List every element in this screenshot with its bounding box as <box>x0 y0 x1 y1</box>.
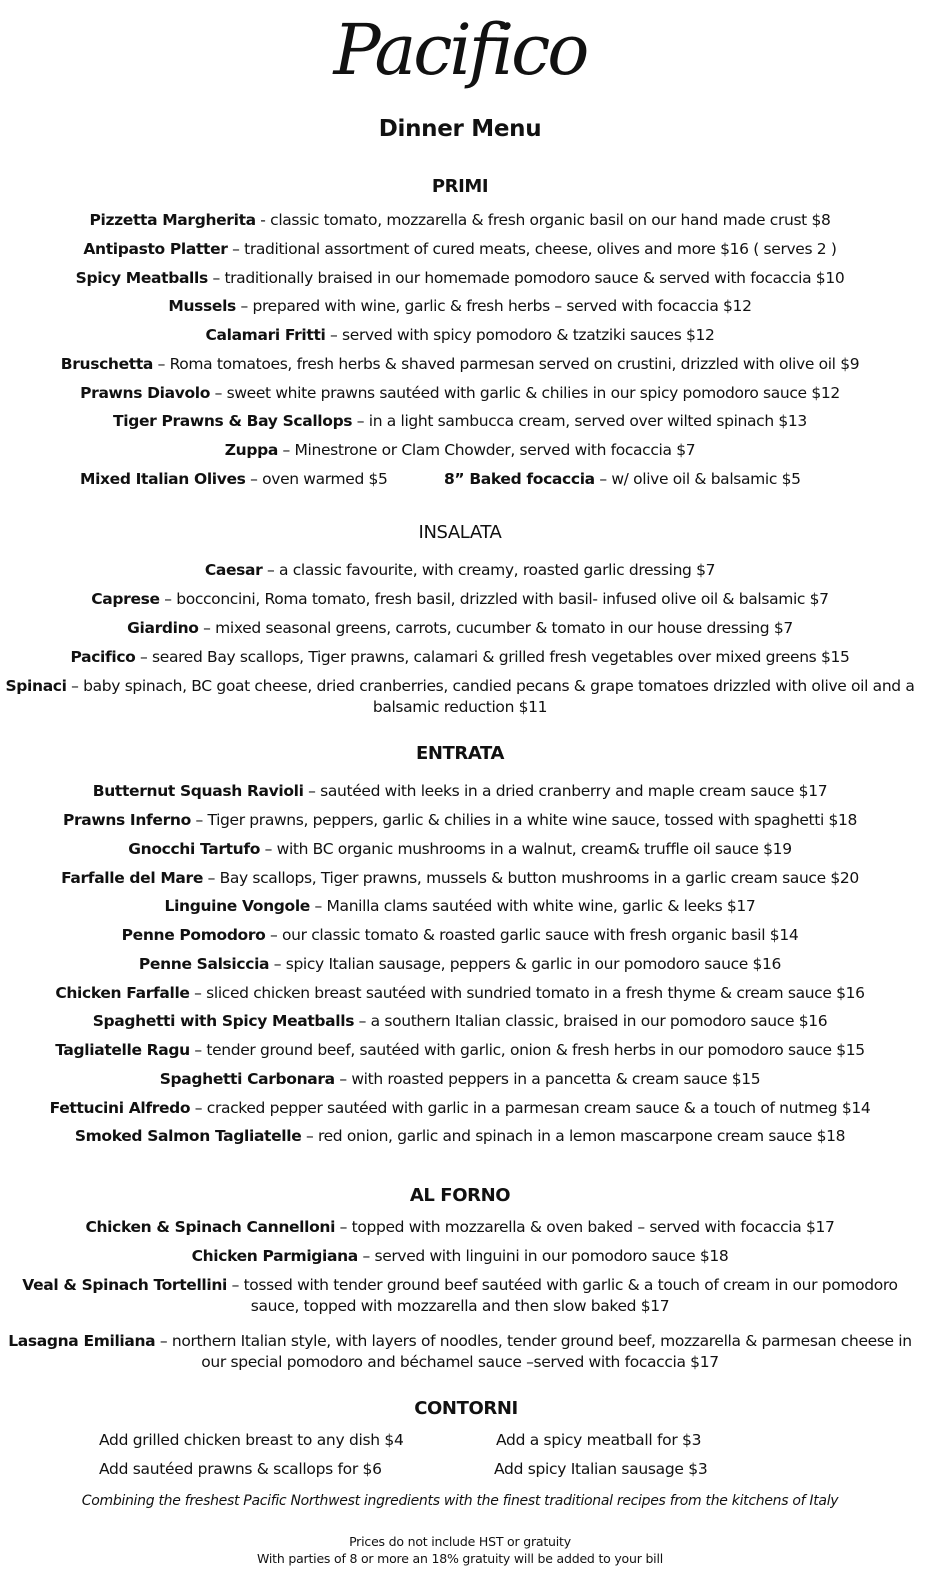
menu-item <box>0 210 920 231</box>
menu-item <box>0 589 920 610</box>
menu-item <box>0 839 920 860</box>
menu-item <box>0 1040 920 1061</box>
item-sep: – <box>301 1127 318 1145</box>
item-desc: with roasted peppers in a pancetta & cream sauce $15 <box>351 1070 761 1088</box>
menu-item <box>0 1275 920 1317</box>
item-name: Smoked Salmon Tagliatelle <box>74 1127 302 1145</box>
menu-item <box>0 411 920 432</box>
item-desc: Bay scallops, Tiger prawns, mussels & button mushrooms in a garlic cream sauce $20 <box>219 869 859 887</box>
item-desc: a southern Italian classic, braised in our pomodoro sauce $16 <box>370 1012 828 1030</box>
item-name: Spaghetti with Spicy Meatballs <box>92 1012 355 1030</box>
menu-item <box>0 1069 920 1090</box>
item-sep: – <box>245 470 263 488</box>
item-sep: – <box>203 869 220 887</box>
item-name: Calamari Fritti <box>205 326 326 344</box>
item-sep: – <box>277 441 295 459</box>
item-desc: in a light sambucca cream, served over wilted spinach $13 <box>368 412 807 430</box>
item-name: Antipasto Platter <box>83 240 228 258</box>
footer-note: Prices do not include HST or gratuity <box>349 1534 571 1549</box>
item-name: Zuppa <box>224 441 278 459</box>
menu-item <box>80 469 388 490</box>
item-name: Farfalle del Mare <box>61 869 203 887</box>
item-sep: – <box>260 840 277 858</box>
item-sep: – <box>303 782 321 800</box>
logo-text: Pacifico <box>333 9 587 91</box>
item-desc: traditionally braised in our homemade pomodoro sauce & served with focaccia $10 <box>224 269 845 287</box>
menu-item <box>0 810 920 831</box>
addon-item: Add sautéed prawns & scallops for $6 <box>99 1460 382 1478</box>
item-name: Prawns Inferno <box>62 811 191 829</box>
menu-item <box>0 781 920 802</box>
item-name: Pizzetta Margherita <box>89 211 256 229</box>
item-desc: w/ olive oil & balsamic $5 <box>611 470 801 488</box>
menu-item <box>0 1126 920 1147</box>
section-title-insalata: INSALATA <box>418 522 502 543</box>
item-sep: – <box>189 1041 207 1059</box>
item-desc: with BC organic mushrooms in a walnut, cream& truffle oil sauce $19 <box>276 840 792 858</box>
item-name: Fettucini Alfredo <box>49 1099 191 1117</box>
item-name: Bruschetta <box>60 355 153 373</box>
menu-item <box>0 383 920 404</box>
menu-item <box>0 647 920 668</box>
menu-item <box>0 325 920 346</box>
item-sep: – <box>189 984 207 1002</box>
item-name: Prawns Diavolo <box>80 384 211 402</box>
item-desc: cracked pepper sautéed with garlic in a parmesan cream sauce & a touch of nutmeg $14 <box>206 1099 871 1117</box>
item-name: Caesar <box>204 561 263 579</box>
item-desc: seared Bay scallops, Tiger prawns, calamari & grilled fresh vegetables over mixed greens $15 <box>152 648 850 666</box>
item-name: Gnocchi Tartufo <box>128 840 261 858</box>
footer-note: With parties of 8 or more an 18% gratuity will be added to your bill <box>256 1551 663 1566</box>
item-desc: served with spicy pomodoro & tzatziki sauces $12 <box>342 326 715 344</box>
item-desc: traditional assortment of cured meats, cheese, olives and more $16 ( serves 2 ) <box>244 240 837 258</box>
item-desc: Tiger prawns, peppers, garlic & chilies in a white wine sauce, tossed with spaghetti $18 <box>207 811 858 829</box>
item-name: Spaghetti Carbonara <box>159 1070 335 1088</box>
item-sep: – <box>153 355 170 373</box>
menu-item <box>0 1098 920 1119</box>
item-sep: – <box>155 1332 172 1350</box>
item-desc: tossed with tender ground beef sautéed with garlic & a touch of cream in our pomodoro sauce, topped with mozzarella and then slow baked $17 <box>243 1276 898 1315</box>
item-name: Tiger Prawns & Bay Scallops <box>113 412 353 430</box>
item-sep: – <box>262 561 279 579</box>
section-title-entrata: ENTRATA <box>415 743 505 764</box>
item-desc: sautéed with leeks in a dried cranberry and maple cream sauce $17 <box>320 782 828 800</box>
menu-item <box>0 440 920 461</box>
menu-item <box>444 469 801 490</box>
menu-item <box>0 1331 920 1373</box>
item-sep: – <box>135 648 153 666</box>
item-name: Chicken & Spinach Cannelloni <box>85 1218 336 1236</box>
item-name: Mixed Italian Olives <box>80 470 246 488</box>
menu-item <box>0 896 920 917</box>
item-sep: – <box>325 326 343 344</box>
item-desc: tender ground beef, sautéed with garlic, onion & fresh herbs in our pomodoro sauce $15 <box>206 1041 865 1059</box>
item-desc: red onion, garlic and spinach in a lemon mascarpone cream sauce $18 <box>317 1127 846 1145</box>
item-desc: sliced chicken breast sautéed with sundried tomato in a fresh thyme & cream sauce $16 <box>206 984 865 1002</box>
menu-item <box>0 925 920 946</box>
item-desc: served with linguini in our pomodoro sauce $18 <box>374 1247 729 1265</box>
section-title-al-forno: AL FORNO <box>409 1185 511 1206</box>
item-sep: – <box>227 1276 244 1294</box>
menu-item <box>0 296 920 317</box>
item-sep: – <box>334 1070 352 1088</box>
menu-item <box>0 1217 920 1238</box>
item-name: Tagliatelle Ragu <box>55 1041 190 1059</box>
item-sep: – <box>269 955 286 973</box>
menu-item <box>0 560 920 581</box>
item-sep: – <box>594 470 612 488</box>
item-name: Spinaci <box>5 677 67 695</box>
item-sep: – <box>309 897 327 915</box>
item-name: Pacifico <box>70 648 136 666</box>
item-name: Lasagna Emiliana <box>8 1332 156 1350</box>
section-title-primi: PRIMI <box>431 176 489 197</box>
menu-item <box>0 618 920 639</box>
item-sep: – <box>198 619 216 637</box>
menu-item <box>0 239 920 260</box>
pacifico-logo <box>333 2 587 104</box>
item-sep: – <box>159 590 177 608</box>
item-sep: – <box>335 1218 352 1236</box>
item-desc: northern Italian style, with layers of noodles, tender ground beef, mozzarella & parmesan cheese in our special pomodoro and béchamel sauce –served with focaccia $17 <box>171 1332 912 1371</box>
item-desc: our classic tomato & roasted garlic sauce with fresh organic basil $14 <box>282 926 799 944</box>
item-desc: sweet white prawns sautéed with garlic & chilies in our spicy pomodoro sauce $12 <box>226 384 840 402</box>
item-name: Mussels <box>168 297 236 315</box>
item-name: Giardino <box>127 619 199 637</box>
addon-item: Add grilled chicken breast to any dish $4 <box>99 1431 404 1449</box>
addon-item: Add a spicy meatball for $3 <box>496 1431 702 1449</box>
menu-item <box>0 354 920 375</box>
item-desc: spicy Italian sausage, peppers & garlic in our pomodoro sauce $16 <box>285 955 782 973</box>
menu-item <box>0 676 920 718</box>
item-desc: Roma tomatoes, fresh herbs & shaved parmesan served on crustini, drizzled with olive oil $9 <box>169 355 860 373</box>
menu-title: Dinner Menu <box>378 116 542 142</box>
item-desc: Minestrone or Clam Chowder, served with focaccia $7 <box>294 441 696 459</box>
addon-item: Add spicy Italian sausage $3 <box>494 1460 708 1478</box>
item-name: Chicken Farfalle <box>55 984 190 1002</box>
item-desc: baby spinach, BC goat cheese, dried cranberries, candied pecans & grape tomatoes drizzled with olive oil and a balsamic reduction $11 <box>83 677 915 716</box>
item-name: Penne Pomodoro <box>121 926 266 944</box>
item-name: Veal & Spinach Tortellini <box>22 1276 227 1294</box>
item-desc: classic tomato, mozzarella & fresh organic basil on our hand made crust $8 <box>270 211 831 229</box>
item-name: Linguine Vongole <box>164 897 310 915</box>
section-title-contorni: CONTORNI <box>414 1398 518 1419</box>
menu-item <box>0 1246 920 1267</box>
item-sep: – <box>265 926 283 944</box>
item-sep: – <box>190 811 208 829</box>
item-sep: – <box>354 1012 371 1030</box>
menu-item <box>0 954 920 975</box>
item-sep: – <box>66 677 84 695</box>
item-sep: – <box>227 240 245 258</box>
item-desc: prepared with wine, garlic & fresh herbs – served with focaccia $12 <box>252 297 752 315</box>
menu-item <box>0 268 920 289</box>
item-desc: bocconcini, Roma tomato, fresh basil, drizzled with basil- infused olive oil & balsamic $7 <box>176 590 829 608</box>
item-sep: – <box>352 412 369 430</box>
item-sep: – <box>207 269 225 287</box>
item-desc: topped with mozzarella & oven baked – served with focaccia $17 <box>351 1218 835 1236</box>
item-name: Caprese <box>91 590 160 608</box>
menu-item <box>0 868 920 889</box>
item-name: Butternut Squash Ravioli <box>92 782 304 800</box>
item-desc: oven warmed $5 <box>262 470 388 488</box>
item-sep: – <box>210 384 227 402</box>
item-desc: a classic favourite, with creamy, roasted garlic dressing $7 <box>278 561 716 579</box>
item-desc: mixed seasonal greens, carrots, cucumber & tomato in our house dressing $7 <box>215 619 793 637</box>
item-name: Penne Salsiccia <box>138 955 270 973</box>
item-sep: - <box>255 211 271 229</box>
item-sep: – <box>190 1099 207 1117</box>
item-sep: – <box>357 1247 375 1265</box>
item-name: 8” Baked focaccia <box>444 470 595 488</box>
item-sep: – <box>235 297 253 315</box>
tagline: Combining the freshest Pacific Northwest ingredients with the finest traditional recipes from the kitchens of Italy <box>81 1493 839 1509</box>
menu-item <box>0 1011 920 1032</box>
item-name: Chicken Parmigiana <box>191 1247 358 1265</box>
item-name: Spicy Meatballs <box>75 269 208 287</box>
item-desc: Manilla clams sautéed with white wine, garlic & leeks $17 <box>326 897 756 915</box>
menu-item <box>0 983 920 1004</box>
